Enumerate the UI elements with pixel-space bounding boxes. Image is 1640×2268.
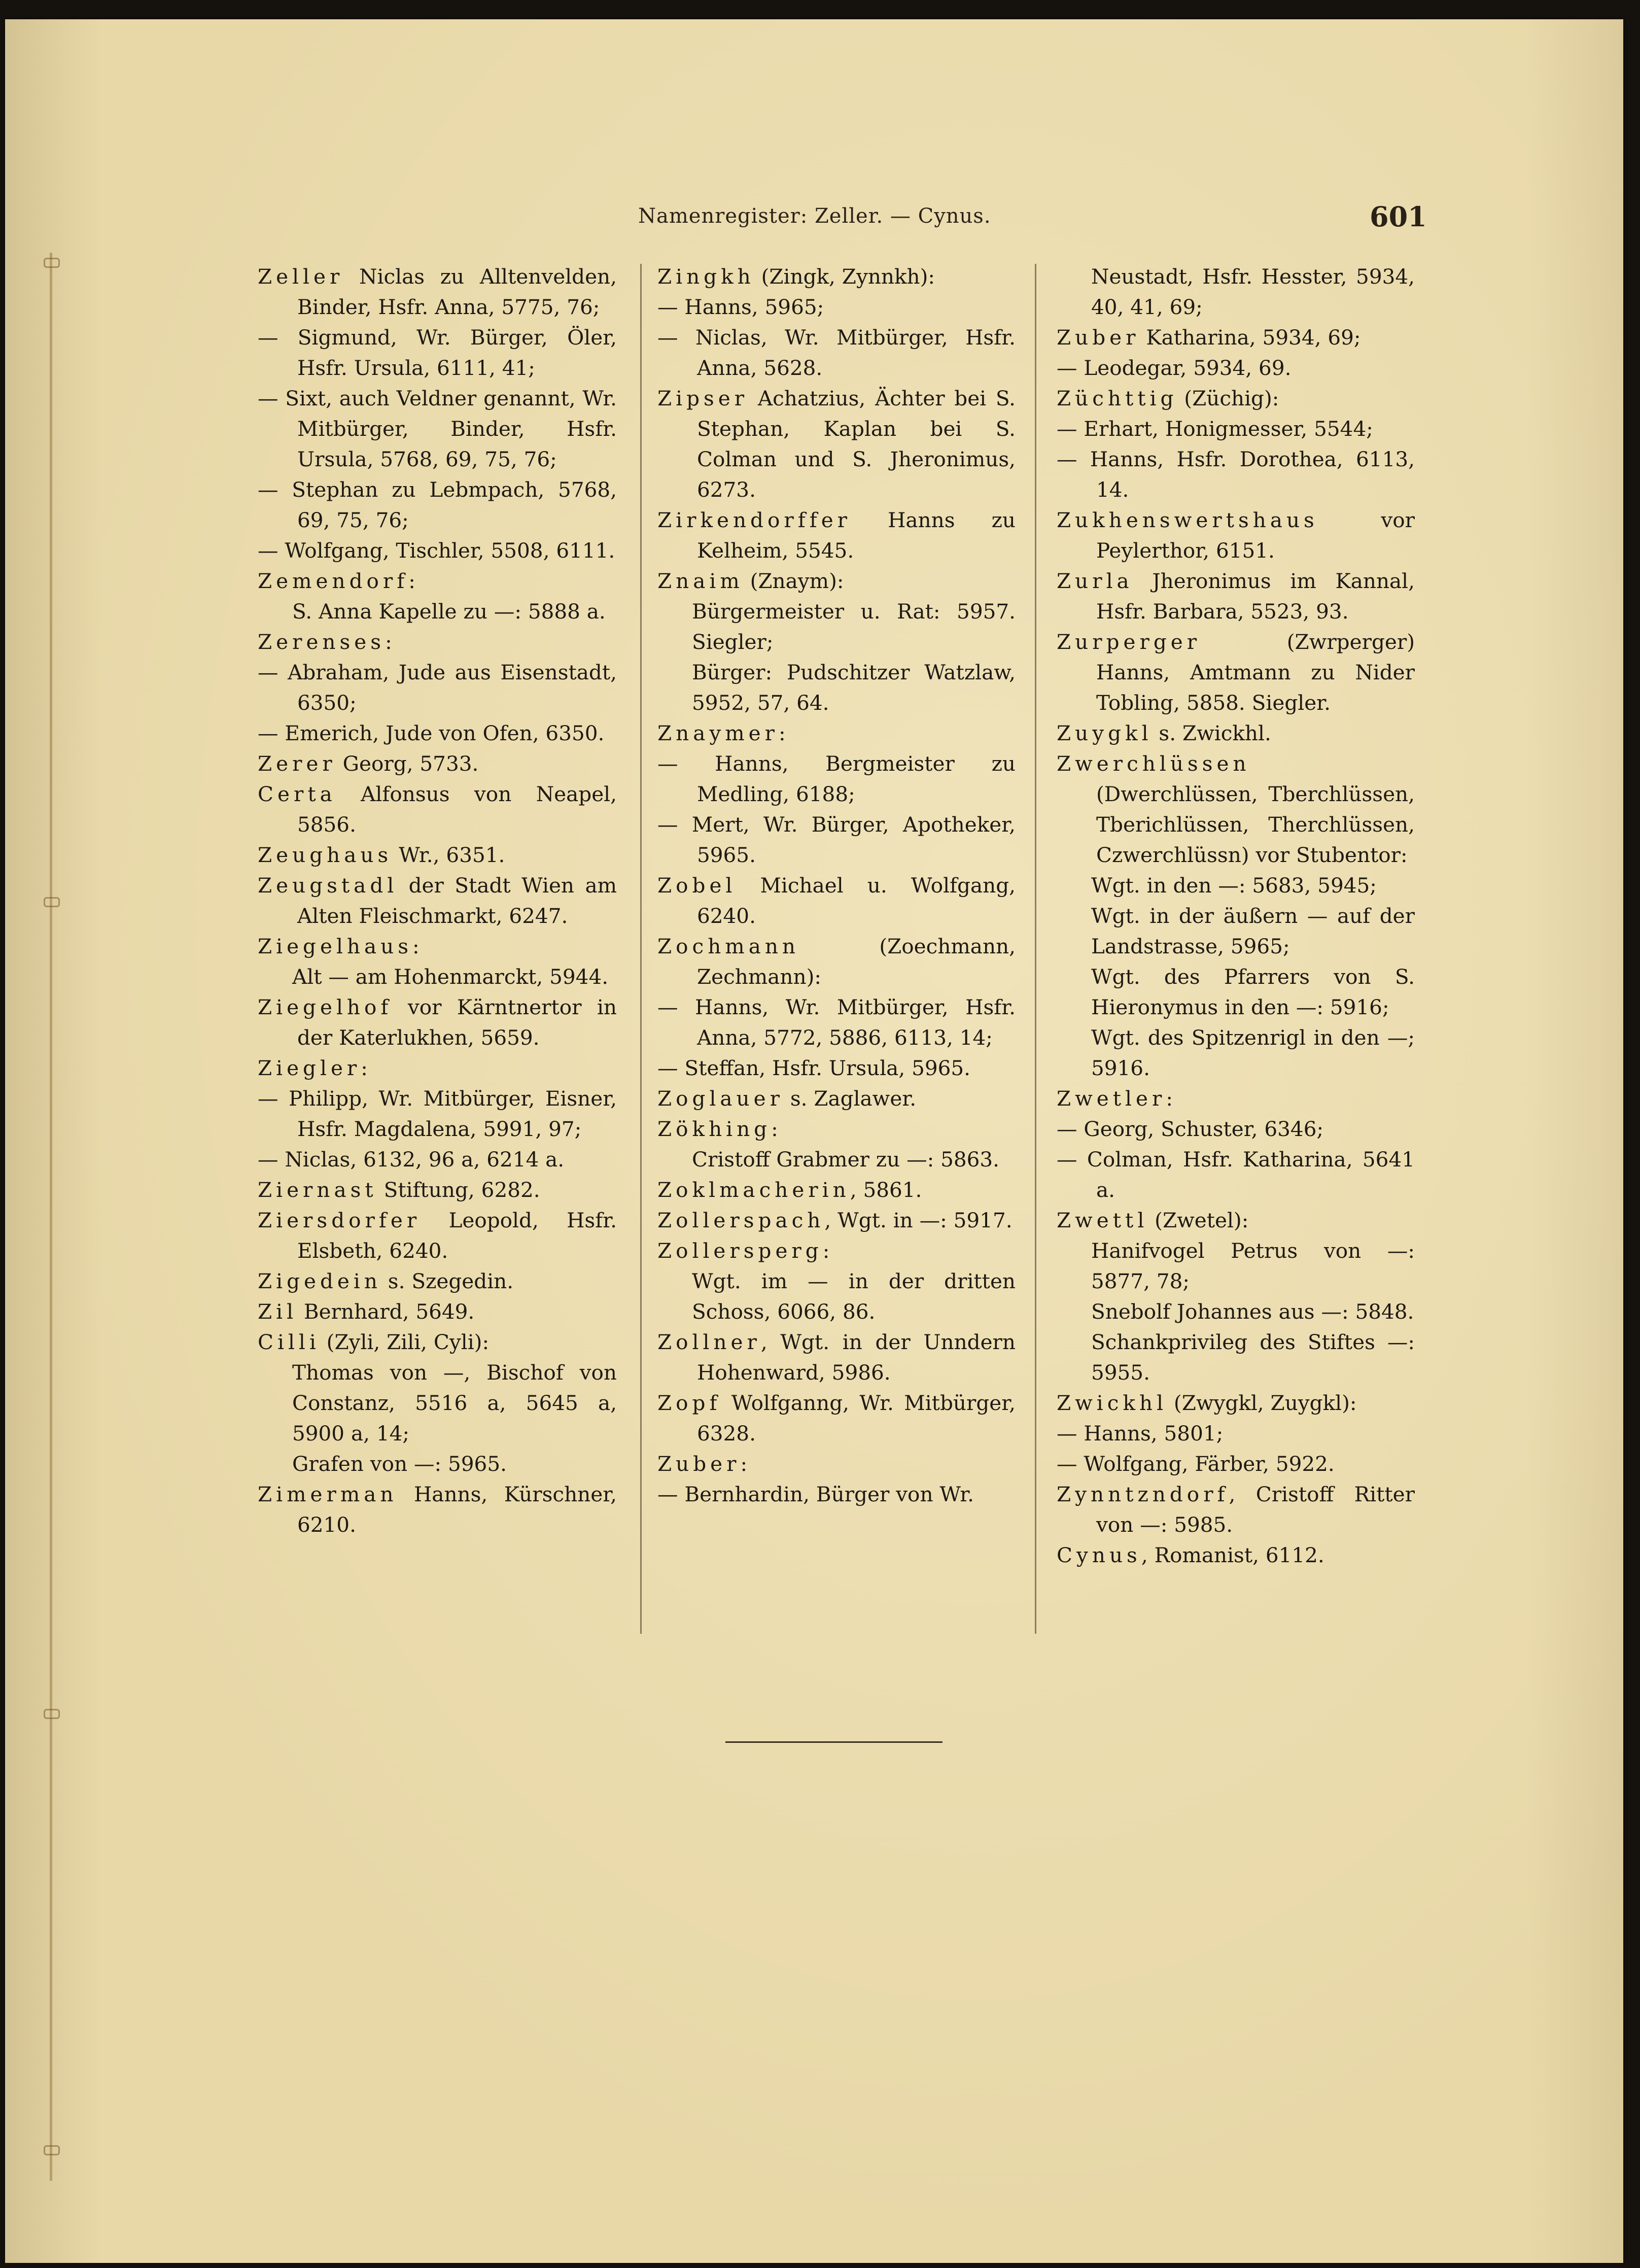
- index-entry: [258, 627, 617, 657]
- entry-headword: Zurla: [1057, 569, 1133, 593]
- entry-headword: Zwetler: [1057, 1086, 1166, 1111]
- index-entry: [1057, 566, 1415, 627]
- index-entry: [657, 992, 1016, 1053]
- index-entry: [1057, 1083, 1415, 1114]
- entry-text: — Hanns, Hsfr. Dorothea, 6113, 14.: [1057, 447, 1415, 502]
- index-entry: [657, 1479, 1016, 1509]
- entry-headword: Zökhing: [657, 1117, 772, 1141]
- entry-text: :: [740, 1452, 748, 1476]
- index-entry: [657, 1327, 1016, 1388]
- entry-text: (Dwerchlüssen, Tberchlüssen, Tberichlüssen, Therchlüssen, Czwerchlüssn) vor Stubentor:: [1096, 782, 1415, 867]
- index-entry: [657, 1235, 1016, 1266]
- entry-headword: Züchttig: [1057, 386, 1178, 410]
- index-entry: [657, 1083, 1016, 1114]
- index-subentry: Thomas von —, Bischof von Constanz, 5516 a, 5645 a, 5900 a, 14;: [292, 1360, 617, 1446]
- entry-text: vor Peylerthor, 6151.: [1096, 508, 1415, 563]
- entry-headword: Zwerchlüssen: [1057, 751, 1250, 776]
- end-rule: [725, 1741, 943, 1743]
- entry-headword: Ziegler: [258, 1056, 361, 1080]
- entry-text: , Cristoff Ritter von —: 5985.: [1096, 1482, 1415, 1537]
- entry-headword: Zeughaus: [258, 843, 393, 867]
- entry-text: Bernhard, 5649.: [297, 1299, 475, 1324]
- entry-headword: Zimerman: [258, 1482, 398, 1506]
- entry-headword: Zopf: [657, 1391, 721, 1415]
- entry-headword: Zuber: [1057, 325, 1140, 350]
- entry-headword: Zobel: [657, 873, 737, 898]
- entry-text: — Philipp, Wr. Mitbürger, Eisner, Hsfr. Magdalena, 5991, 97;: [258, 1086, 617, 1141]
- entry-text: — Mert, Wr. Bürger, Apotheker, 5965.: [657, 812, 1016, 867]
- entry-headword: Ziegelhaus: [258, 934, 413, 958]
- index-subentry: Hanifvogel Petrus von —: 5877, 78;: [1091, 1239, 1415, 1293]
- entry-headword: Zwettl: [1057, 1208, 1148, 1232]
- index-entry: [258, 1175, 617, 1205]
- entry-text: Hanns zu Kelheim, 5545.: [697, 508, 1016, 563]
- entry-text: der Stadt Wien am Alten Fleischmarkt, 6247.: [297, 873, 617, 928]
- entry-text: — Abraham, Jude aus Eisenstadt, 6350;: [258, 660, 617, 715]
- entry-text: (Zoechmann, Zechmann):: [697, 934, 1016, 989]
- index-entry: [657, 931, 1016, 992]
- entry-text: (Zwygkl, Zuygkl):: [1167, 1391, 1357, 1415]
- entry-text: Wr., 6351.: [392, 843, 505, 867]
- entry-text: — Hanns, Bergmeister zu Medling, 6188;: [657, 751, 1016, 806]
- index-entry: [258, 1144, 617, 1175]
- entry-headword: Zurperger: [1057, 630, 1201, 654]
- index-column-3: [1057, 261, 1415, 1570]
- index-entry: [1057, 1388, 1415, 1418]
- index-entry: [1057, 322, 1415, 353]
- entry-text: , Wgt. in der Unndern Hohenward, 5986.: [697, 1330, 1016, 1385]
- index-entry: [1057, 261, 1415, 322]
- entry-headword: Ziernast: [258, 1178, 377, 1202]
- index-entry: [258, 931, 617, 961]
- entry-headword: Zuygkl: [1057, 721, 1153, 745]
- index-entry: [258, 1327, 617, 1357]
- entry-headword: Zynntzndorf: [1057, 1482, 1229, 1506]
- entry-text: (Zyli, Zili, Cyli):: [320, 1330, 490, 1354]
- entry-text: — Niclas, Wr. Mitbürger, Hsfr. Anna, 5628.: [657, 325, 1016, 380]
- entry-text: Alfonsus von Neapel, 5856.: [297, 782, 617, 837]
- index-entry: [657, 505, 1016, 566]
- index-entry: [1057, 1144, 1415, 1205]
- entry-text: Jheronimus im Kannal, Hsfr. Barbara, 5523, 93.: [1096, 569, 1415, 624]
- entry-text: Michael u. Wolfgang, 6240.: [697, 873, 1016, 928]
- index-subentry: Cristoff Grabmer zu —: 5863.: [692, 1147, 1000, 1172]
- index-entry: [657, 870, 1016, 931]
- index-entry: [1057, 748, 1415, 870]
- entry-text: — Georg, Schuster, 6346;: [1057, 1117, 1324, 1141]
- entry-headword: Znaymer: [657, 721, 779, 745]
- entry-text: :: [822, 1239, 830, 1263]
- index-entry: [657, 566, 1016, 596]
- entry-text: :: [385, 630, 392, 654]
- entry-headword: Zoklmacherin: [657, 1178, 850, 1202]
- index-entry: [258, 535, 617, 566]
- index-subentry: Schankprivileg des Stiftes —: 5955.: [1091, 1330, 1415, 1385]
- entry-text: Wolfganng, Wr. Mitbürger, 6328.: [697, 1391, 1016, 1446]
- entry-text: :: [771, 1117, 778, 1141]
- entry-headword: Zerenses: [258, 630, 386, 654]
- entry-headword: Zirkendorffer: [657, 508, 852, 532]
- index-entry: [1057, 1114, 1415, 1144]
- binding-stitch: [44, 1709, 60, 1719]
- index-entry: [1057, 1205, 1415, 1235]
- entry-text: :: [412, 934, 420, 958]
- binding-stitch: [44, 897, 60, 907]
- entry-text: :: [361, 1056, 368, 1080]
- index-entry: [1057, 1540, 1415, 1570]
- binding-margin: [50, 253, 52, 2181]
- index-entry: [258, 1053, 617, 1083]
- index-subentry: Wgt. in der äußern — auf der Landstrasse, 5965;: [1091, 904, 1415, 958]
- index-column-1: [258, 261, 617, 1540]
- entry-headword: Zemendorf: [258, 569, 409, 593]
- entry-text: Katharina, 5934, 69;: [1139, 325, 1361, 350]
- index-entry: [657, 1053, 1016, 1083]
- entry-headword: Zerer: [258, 751, 336, 776]
- index-subentry: Wgt. des Spitzenrigl in den —; 5916.: [1091, 1025, 1415, 1080]
- index-entry: [657, 809, 1016, 870]
- index-entry: [1057, 383, 1415, 414]
- index-entry: [258, 1296, 617, 1327]
- entry-headword: Zeller: [258, 264, 344, 289]
- entry-text: s. Zwickhl.: [1152, 721, 1271, 745]
- entry-text: — Hanns, 5801;: [1057, 1421, 1224, 1446]
- index-entry: [258, 566, 617, 596]
- index-entry: [258, 383, 617, 474]
- index-entry: [657, 1175, 1016, 1205]
- index-entry: [258, 870, 617, 931]
- entry-headword: Zollersperg: [657, 1239, 823, 1263]
- entry-text: (Znaym):: [743, 569, 844, 593]
- column-rule: [1035, 264, 1036, 1634]
- entry-headword: Zingkh: [657, 264, 755, 289]
- index-entry: [258, 1266, 617, 1296]
- index-entry: [258, 1479, 617, 1540]
- entry-text: s. Zaglawer.: [783, 1086, 917, 1111]
- entry-text: Stiftung, 6282.: [377, 1178, 540, 1202]
- entry-headword: Zigedein: [258, 1269, 381, 1293]
- index-subentry: Grafen von —: 5965.: [292, 1452, 507, 1476]
- entry-text: , Romanist, 6112.: [1141, 1543, 1324, 1567]
- entry-headword: Zochmann: [657, 934, 800, 958]
- index-entry: [657, 1388, 1016, 1449]
- entry-text: — Hanns, Wr. Mitbürger, Hsfr. Anna, 5772, 5886, 6113, 14;: [657, 995, 1016, 1050]
- entry-text: (Zwrperger) Hanns, Amtmann zu Nider Tobling, 5858. Siegler.: [1096, 630, 1415, 715]
- page-header: [0, 200, 1640, 236]
- entry-text: vor Kärntnertor in der Katerlukhen, 5659.: [297, 995, 617, 1050]
- index-entry: [258, 322, 617, 383]
- index-subentry: Alt — am Hohenmarckt, 5944.: [292, 965, 609, 989]
- index-entry: [1057, 505, 1415, 566]
- index-entry: [258, 657, 617, 718]
- entry-text: — Hanns, 5965;: [657, 295, 824, 319]
- entry-text: — Wolfgang, Färber, 5922.: [1057, 1452, 1335, 1476]
- entry-headword: Znaim: [657, 569, 744, 593]
- index-entry: [1057, 718, 1415, 748]
- entry-text: Neustadt, Hsfr. Hesster, 5934, 40, 41, 69;: [1091, 264, 1415, 319]
- entry-headword: Zollner: [657, 1330, 761, 1354]
- entry-text: , Wgt. in —: 5917.: [824, 1208, 1013, 1232]
- index-entry: [1057, 627, 1415, 718]
- entry-text: Leopold, Hsfr. Elsbeth, 6240.: [297, 1208, 617, 1263]
- index-entry: [258, 1205, 617, 1266]
- index-entry: [1057, 1418, 1415, 1449]
- entry-text: (Zwetel):: [1148, 1208, 1249, 1232]
- entry-text: — Steffan, Hsfr. Ursula, 5965.: [657, 1056, 971, 1080]
- index-entry: [1057, 414, 1415, 444]
- index-entry: [1057, 1479, 1415, 1540]
- entry-headword: Ziegelhof: [258, 995, 393, 1019]
- entry-headword: Certa: [258, 782, 336, 806]
- page-number: 601: [1370, 200, 1427, 233]
- index-entry: [657, 383, 1016, 505]
- entry-text: — Bernhardin, Bürger von Wr.: [657, 1482, 974, 1506]
- entry-headword: Cynus: [1057, 1543, 1141, 1567]
- index-subentry: Bürger: Pudschitzer Watzlaw, 5952, 57, 64.: [692, 660, 1016, 715]
- running-title: Namenregister: Zeller. — Cynus.: [638, 204, 991, 228]
- index-subentry: Wgt. im — in der dritten Schoss, 6066, 86.: [692, 1269, 1016, 1324]
- index-entry: [657, 261, 1016, 292]
- index-entry: [258, 474, 617, 535]
- entry-text: Niclas zu Alltenvelden, Binder, Hsfr. Anna, 5775, 76;: [297, 264, 617, 319]
- index-entry: [1057, 353, 1415, 383]
- index-entry: [258, 748, 617, 779]
- index-entry: [258, 992, 617, 1053]
- entry-text: :: [1166, 1086, 1173, 1111]
- entry-headword: Zeugstadl: [258, 873, 398, 898]
- index-entry: [258, 840, 617, 870]
- binding-stitch: [44, 2145, 60, 2155]
- entry-text: , 5861.: [850, 1178, 922, 1202]
- index-entry: [657, 1205, 1016, 1235]
- entry-text: — Wolfgang, Tischler, 5508, 6111.: [258, 538, 615, 563]
- entry-text: :: [408, 569, 415, 593]
- entry-text: — Erhart, Honigmesser, 5544;: [1057, 417, 1373, 441]
- index-entry: [657, 748, 1016, 809]
- index-subentry: Wgt. des Pfarrers von S. Hieronymus in den —: 5916;: [1091, 965, 1415, 1019]
- index-entry: [1057, 1449, 1415, 1479]
- entry-text: Hanns, Kürschner, 6210.: [297, 1482, 617, 1537]
- index-entry: [657, 292, 1016, 322]
- index-subentry: Snebolf Johannes aus —: 5848.: [1091, 1299, 1414, 1324]
- entry-text: — Stephan zu Lebmpach, 5768, 69, 75, 76;: [258, 477, 617, 532]
- entry-headword: Cilli: [258, 1330, 320, 1354]
- entry-text: — Niclas, 6132, 96 a, 6214 a.: [258, 1147, 565, 1172]
- index-entry: [657, 718, 1016, 748]
- index-entry: [258, 718, 617, 748]
- entry-text: — Emerich, Jude von Ofen, 6350.: [258, 721, 605, 745]
- index-entry: [1057, 444, 1415, 505]
- column-rule: [640, 264, 642, 1634]
- index-entry: [258, 779, 617, 840]
- entry-text: (Zingk, Zynnkh):: [754, 264, 935, 289]
- index-column-2: [657, 261, 1016, 1509]
- entry-headword: Zuber: [657, 1452, 741, 1476]
- entry-text: Achatzius, Ächter bei S. Stephan, Kaplan bei S. Colman und S. Jheronimus, 6273.: [697, 386, 1016, 502]
- index-subentry: Bürgermeister u. Rat: 5957. Siegler;: [692, 599, 1016, 654]
- entry-text: :: [778, 721, 786, 745]
- entry-text: — Leodegar, 5934, 69.: [1057, 356, 1292, 380]
- index-subentry: Wgt. in den —: 5683, 5945;: [1091, 873, 1377, 898]
- index-entry: [657, 322, 1016, 383]
- entry-headword: Ziersdorfer: [258, 1208, 421, 1232]
- binding-stitch: [44, 258, 60, 268]
- index-subentry: S. Anna Kapelle zu —: 5888 a.: [292, 599, 606, 624]
- entry-headword: Zwickhl: [1057, 1391, 1168, 1415]
- entry-text: — Colman, Hsfr. Katharina, 5641 a.: [1057, 1147, 1415, 1202]
- entry-headword: Zoglauer: [657, 1086, 784, 1111]
- entry-headword: Zipser: [657, 386, 749, 410]
- entry-text: s. Szegedin.: [381, 1269, 514, 1293]
- entry-text: (Züchig):: [1177, 386, 1279, 410]
- entry-headword: Zil: [258, 1299, 298, 1324]
- entry-text: — Sixt, auch Veldner genannt, Wr. Mitbürger, Binder, Hsfr. Ursula, 5768, 69, 75, 76;: [258, 386, 617, 471]
- index-entry: [657, 1114, 1016, 1144]
- entry-text: Georg, 5733.: [336, 751, 479, 776]
- index-entry: [657, 1449, 1016, 1479]
- entry-headword: Zollerspach: [657, 1208, 825, 1232]
- index-entry: [258, 261, 617, 322]
- entry-text: — Sigmund, Wr. Bürger, Öler, Hsfr. Ursula, 6111, 41;: [258, 325, 617, 380]
- index-entry: [258, 1083, 617, 1144]
- entry-headword: Zukhenswertshaus: [1057, 508, 1318, 532]
